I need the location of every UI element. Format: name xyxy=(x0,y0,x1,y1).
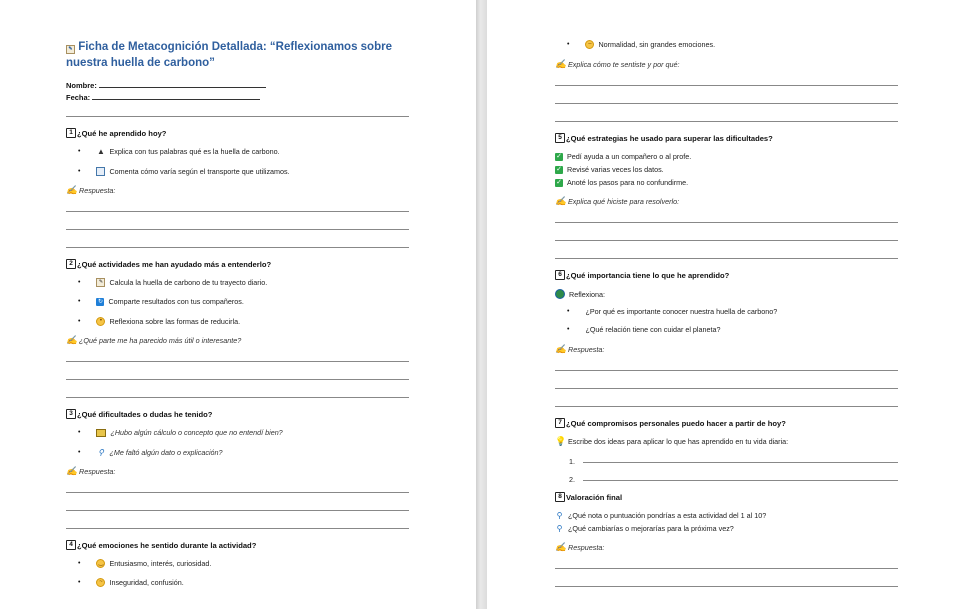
answer-line[interactable] xyxy=(66,492,409,493)
item-text: ¿Por qué es importante conocer nuestra huella de carbono? xyxy=(585,307,778,316)
list-item: • ▲ Explica con tus palabras qué es la huella de carbono. xyxy=(78,147,280,156)
lead-text xyxy=(555,437,788,446)
smiling-face-icon: ‿ xyxy=(96,559,105,568)
item-text: Reflexiona sobre las formas de reducirla. xyxy=(109,317,241,326)
writing-hand-icon: ✍ xyxy=(66,185,78,195)
writing-hand-icon: ✍ xyxy=(555,344,567,354)
document-title xyxy=(66,39,392,55)
answer-prompt xyxy=(555,543,604,552)
answer-line[interactable] xyxy=(66,397,409,398)
answer-line[interactable] xyxy=(66,361,409,362)
writing-hand-icon: ✍ xyxy=(66,466,78,476)
item-text: ¿Me faltó algún dato o explicación? xyxy=(109,448,223,457)
item-text: Inseguridad, confusión. xyxy=(109,578,184,587)
title-line-2: nuestra huella de carbono” xyxy=(66,57,215,69)
line-number: 1. xyxy=(569,457,575,466)
question-3-heading xyxy=(66,409,212,419)
fecha-line[interactable] xyxy=(92,92,260,100)
list-item: • ✎ Calcula la huella de carbono de tu trayecto diario. xyxy=(78,278,268,287)
answer-prompt xyxy=(555,345,604,354)
item-text: ¿Qué nota o puntuación pondrías a esta actividad del 1 al 10? xyxy=(568,511,767,520)
item-text: Entusiasmo, interés, curiosidad. xyxy=(109,559,212,568)
neutral-face-icon: – xyxy=(585,40,594,49)
check-mark-icon: ✓ xyxy=(556,178,562,186)
question-8-heading xyxy=(555,492,622,502)
answer-prompt xyxy=(66,467,115,476)
answer-line[interactable] xyxy=(583,480,898,481)
line-number: 2. xyxy=(569,475,575,484)
list-item: • ¿Hubo algún cálculo o concepto que no entendí bien? xyxy=(78,428,283,437)
question-2-heading xyxy=(66,259,271,269)
nombre-label: Nombre: xyxy=(66,81,97,90)
question-3-title: ¿Qué dificultades o dudas he tenido? xyxy=(77,409,213,419)
magnifying-glass-icon: ⚲ xyxy=(556,524,563,533)
list-item xyxy=(555,511,766,520)
item-text: ¿Hubo algún cálculo o concepto que no entendí bien? xyxy=(110,428,283,437)
number-badge: 5 xyxy=(555,133,565,143)
checklist-item xyxy=(555,178,688,187)
lead-label: Reflexiona: xyxy=(569,289,605,299)
prompt-text: Respuesta: xyxy=(79,467,116,476)
question-7-title: ¿Qué compromisos personales puedo hacer a partir de hoy? xyxy=(566,418,786,428)
answer-line[interactable] xyxy=(66,211,409,212)
chart-icon xyxy=(96,167,105,176)
number-badge: 8 xyxy=(555,492,565,502)
number-badge: 6 xyxy=(555,270,565,280)
writing-hand-icon: ✍ xyxy=(555,542,567,552)
number-badge: 4 xyxy=(66,540,76,550)
prompt-text: Respuesta: xyxy=(568,543,605,552)
prompt-text: Respuesta: xyxy=(568,345,605,354)
answer-line[interactable] xyxy=(555,103,898,104)
item-text: Pedí ayuda a un compañero o al profe. xyxy=(567,152,692,161)
fecha-label: Fecha: xyxy=(66,93,91,102)
list-item: • ↻ Comparte resultados con tus compañeros. xyxy=(78,297,244,306)
item-text: ¿Qué relación tiene con cuidar el planeta? xyxy=(585,325,721,334)
numbered-line-2[interactable] xyxy=(569,475,575,484)
nombre-line[interactable] xyxy=(99,80,266,88)
number-badge: 7 xyxy=(555,418,565,428)
title-line-1: Ficha de Metacognición Detallada: “Reflexionamos sobre xyxy=(78,41,392,53)
memo-icon: ✎ xyxy=(96,278,105,287)
page-gutter xyxy=(476,0,487,609)
answer-line[interactable] xyxy=(555,240,898,241)
question-5-heading xyxy=(555,133,773,143)
number-badge: 3 xyxy=(66,409,76,419)
document-page-left xyxy=(0,0,476,609)
list-item: • ¿Por qué es importante conocer nuestra huella de carbono? xyxy=(567,307,778,316)
document-page-right xyxy=(487,0,957,609)
answer-line[interactable] xyxy=(555,586,898,587)
item-text: ¿Qué cambiarías o mejorarías para la próxima vez? xyxy=(568,524,734,533)
answer-line[interactable] xyxy=(555,222,898,223)
item-text: Revisé varias veces los datos. xyxy=(567,165,664,174)
item-text: Comenta cómo varía según el transporte que utilizamos. xyxy=(109,167,290,176)
abacus-icon xyxy=(96,429,106,437)
answer-line[interactable] xyxy=(66,229,409,230)
fecha-field[interactable] xyxy=(66,92,260,102)
prompt-text: Explica qué hiciste para resolverlo: xyxy=(568,197,680,206)
answer-prompt xyxy=(555,60,679,69)
prompt-text: Respuesta: xyxy=(79,186,116,195)
question-1-title: ¿Qué he aprendido hoy? xyxy=(77,128,167,138)
nombre-field[interactable] xyxy=(66,80,266,90)
checklist-item xyxy=(555,165,664,174)
answer-prompt xyxy=(555,197,679,206)
item-text: Explica con tus palabras qué es la huella de carbono. xyxy=(109,147,280,156)
number-badge: 1 xyxy=(66,128,76,138)
number-badge: 2 xyxy=(66,259,76,269)
thinking-face-icon: • xyxy=(96,317,105,326)
list-item: • • Reflexiona sobre las formas de reducirla. xyxy=(78,317,241,326)
confused-face-icon: ~ xyxy=(96,578,105,587)
list-item: • ⚲ ¿Me faltó algún dato o explicación? xyxy=(78,448,223,457)
question-4-title: ¿Qué emociones he sentido durante la actividad? xyxy=(77,540,257,550)
answer-prompt xyxy=(66,336,241,345)
question-4-heading xyxy=(66,540,256,550)
answer-line[interactable] xyxy=(555,258,898,259)
checklist-item xyxy=(555,152,691,161)
graduation-cap-icon: ▲ xyxy=(96,147,105,156)
check-mark-icon: ✓ xyxy=(556,165,562,173)
arrows-icon: ↻ xyxy=(97,298,103,305)
lead-label: Escribe dos ideas para aplicar lo que has aprendido en tu vida diaria: xyxy=(568,437,789,446)
light-bulb-icon: 💡 xyxy=(555,436,567,446)
writing-hand-icon: ✍ xyxy=(555,59,567,69)
answer-line[interactable] xyxy=(555,406,898,407)
answer-line[interactable] xyxy=(555,121,898,122)
check-mark-icon: ✓ xyxy=(556,152,562,160)
item-text: Anoté los pasos para no confundirme. xyxy=(567,178,689,187)
answer-line[interactable] xyxy=(555,370,898,371)
answer-prompt xyxy=(66,186,115,195)
question-5-title: ¿Qué estrategias he usado para superar las dificultades? xyxy=(566,133,773,143)
list-item: • Comenta cómo varía según el transporte que utilizamos. xyxy=(78,167,290,176)
answer-line[interactable] xyxy=(583,462,898,463)
list-item: • ¿Qué relación tiene con cuidar el planeta? xyxy=(567,325,721,334)
question-8-title: Valoración final xyxy=(566,492,623,502)
list-item: • ‿ Entusiasmo, interés, curiosidad. xyxy=(78,559,212,568)
magnifying-glass-icon: ⚲ xyxy=(98,448,104,457)
writing-hand-icon: ✍ xyxy=(66,335,78,345)
answer-line[interactable] xyxy=(555,85,898,86)
answer-line[interactable] xyxy=(66,510,409,511)
item-text: Normalidad, sin grandes emociones. xyxy=(598,40,716,49)
question-2-title: ¿Qué actividades me han ayudado más a entenderlo? xyxy=(77,259,272,269)
prompt-text: Explica cómo te sentiste y por qué: xyxy=(568,60,680,69)
divider xyxy=(66,116,409,117)
answer-line[interactable] xyxy=(555,568,898,569)
item-text: Calcula la huella de carbono de tu trayecto diario. xyxy=(109,278,268,287)
list-item: • ~ Inseguridad, confusión. xyxy=(78,578,184,587)
question-6-heading xyxy=(555,270,729,280)
lead-text xyxy=(555,289,605,299)
question-7-heading xyxy=(555,418,786,428)
prompt-text: ¿Qué parte me ha parecido más útil o interesante? xyxy=(79,336,242,345)
answer-line[interactable] xyxy=(555,388,898,389)
question-1-heading xyxy=(66,128,166,138)
answer-line[interactable] xyxy=(66,379,409,380)
list-item: • – Normalidad, sin grandes emociones. xyxy=(567,40,716,49)
numbered-line-1[interactable] xyxy=(569,457,575,466)
writing-hand-icon: ✍ xyxy=(555,196,567,206)
magnifying-glass-icon: ⚲ xyxy=(556,511,563,520)
memo-icon: ✎ xyxy=(66,45,75,54)
item-text: Comparte resultados con tus compañeros. xyxy=(108,297,244,306)
globe-icon xyxy=(555,289,565,299)
answer-line[interactable] xyxy=(66,528,409,529)
answer-line[interactable] xyxy=(66,247,409,248)
question-6-title: ¿Qué importancia tiene lo que he aprendido? xyxy=(566,270,730,280)
list-item xyxy=(555,524,734,533)
